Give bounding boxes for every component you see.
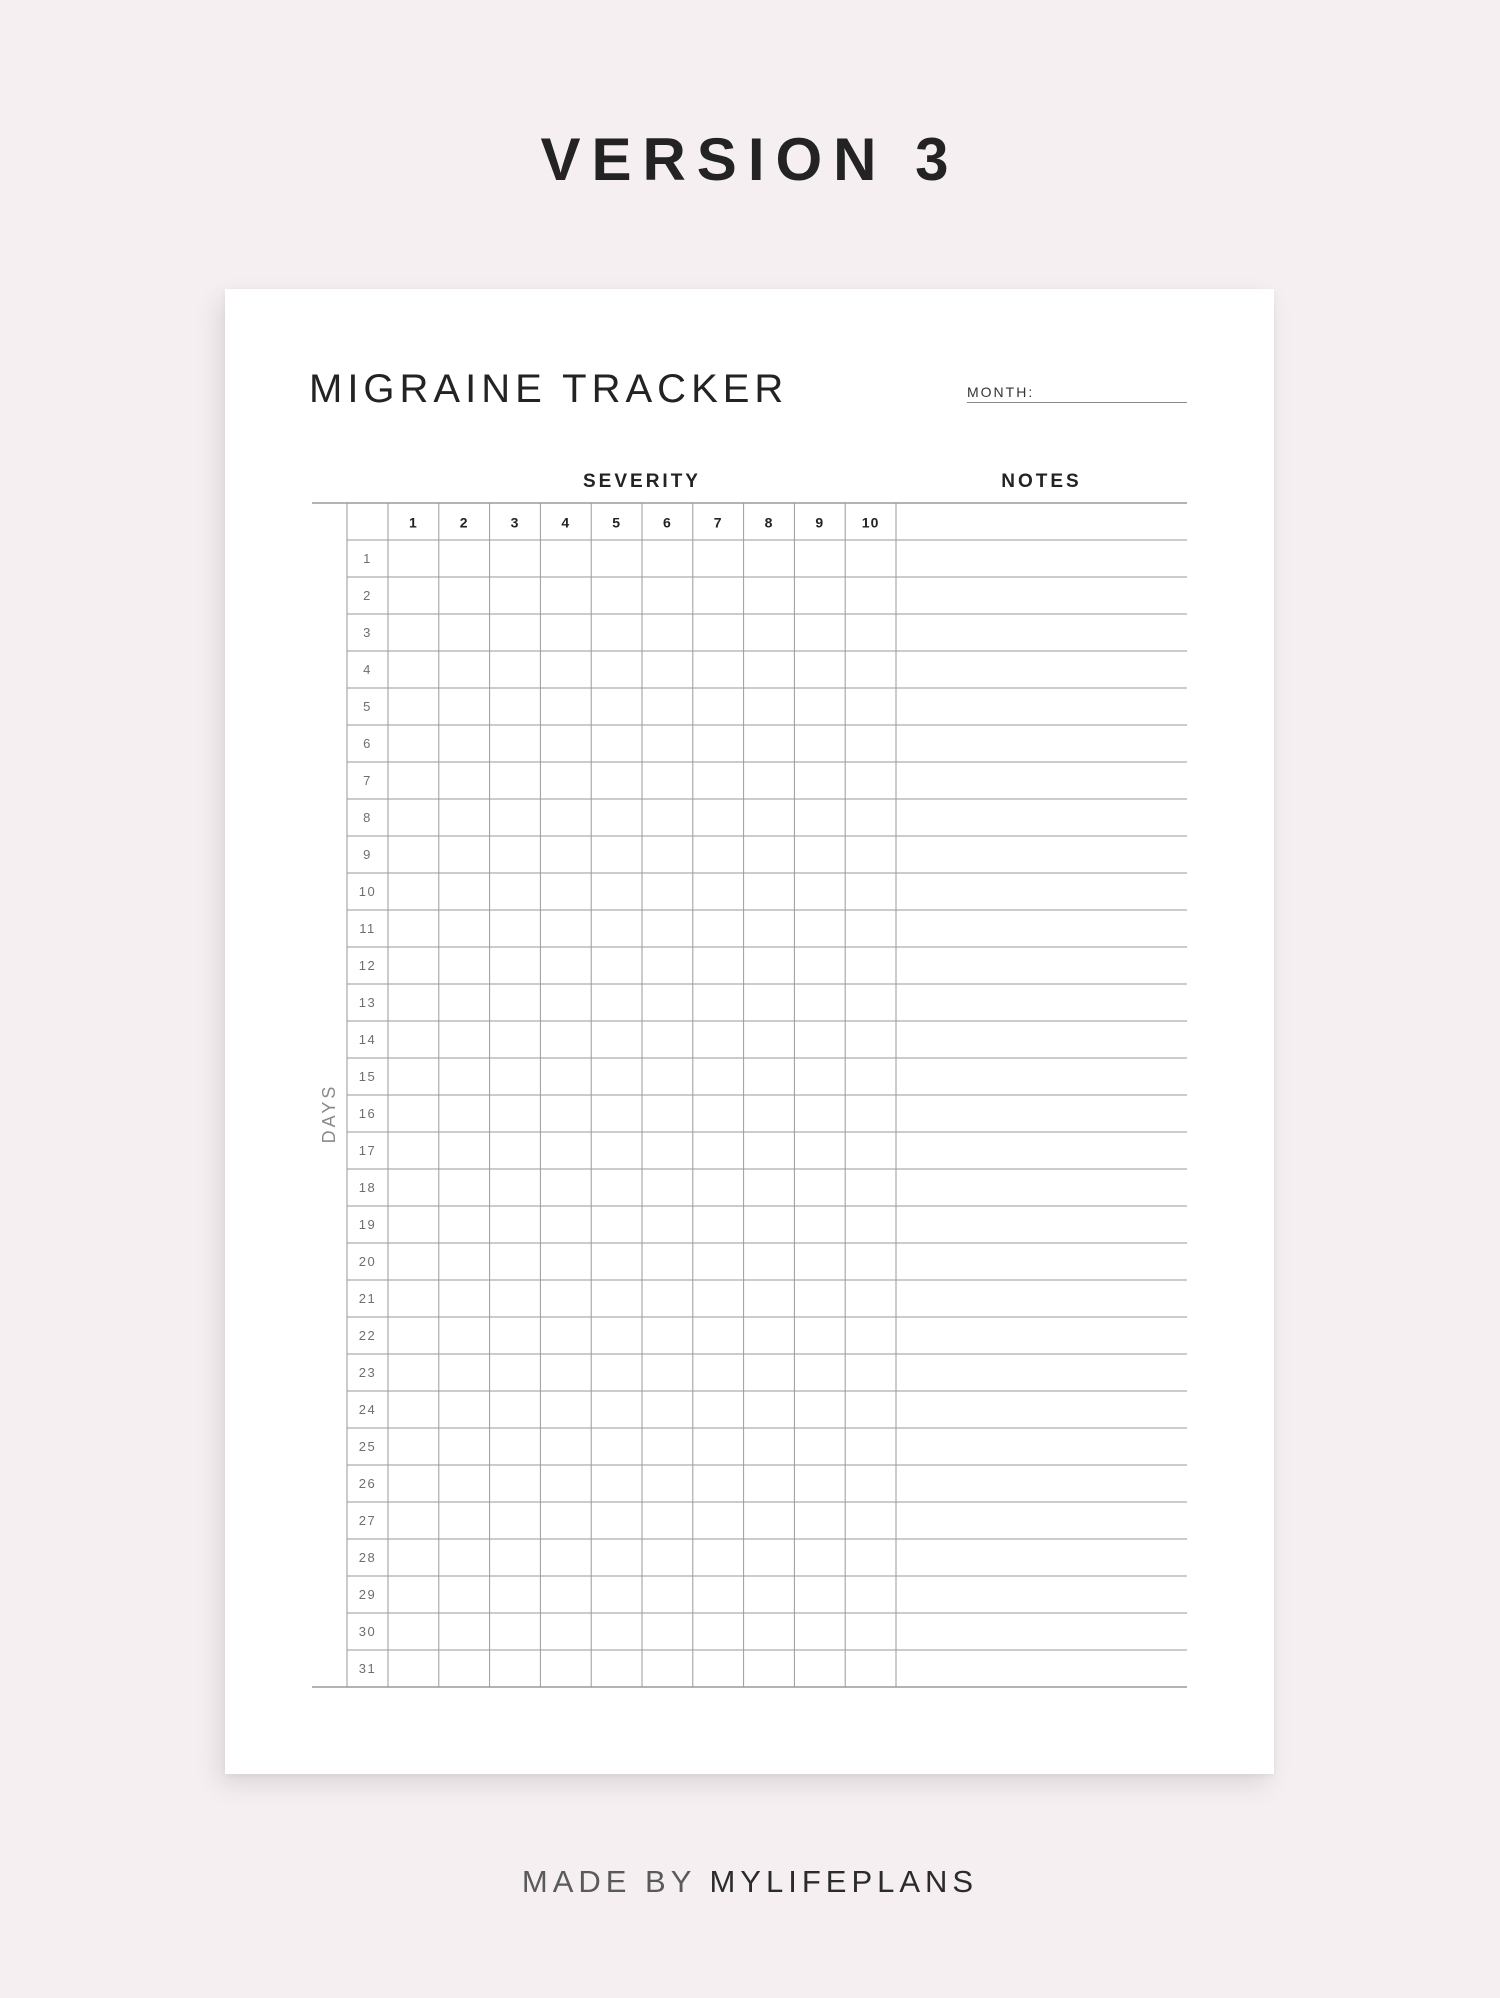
tracker-grid: [225, 289, 1274, 1774]
version-title: VERSION 3: [540, 126, 960, 193]
severity-column-label: 4: [561, 514, 571, 531]
day-row-label: 24: [358, 1402, 377, 1417]
day-row-label: 11: [359, 921, 376, 936]
day-row-label: 10: [358, 884, 377, 899]
notes-heading: NOTES: [1001, 471, 1082, 492]
tracker-sheet: [225, 289, 1274, 1774]
day-row-label: 20: [358, 1254, 377, 1269]
day-row-label: 27: [358, 1513, 377, 1528]
day-row-label: 19: [358, 1217, 377, 1232]
day-row-label: 13: [358, 995, 377, 1010]
day-row-label: 4: [363, 662, 372, 677]
severity-column-label: 2: [459, 514, 469, 531]
day-row-label: 31: [358, 1661, 377, 1676]
day-row-label: 14: [358, 1032, 377, 1047]
day-row-label: 26: [358, 1476, 377, 1491]
day-row-label: 2: [363, 588, 372, 603]
day-row-label: 25: [358, 1439, 377, 1454]
day-row-label: 29: [358, 1587, 377, 1602]
day-row-label: 5: [363, 699, 372, 714]
severity-heading: SEVERITY: [583, 471, 701, 492]
day-row-label: 17: [358, 1143, 377, 1158]
day-row-label: 15: [358, 1069, 377, 1084]
day-row-label: 3: [363, 625, 372, 640]
day-row-label: 6: [363, 736, 372, 751]
day-row-label: 18: [358, 1180, 377, 1195]
severity-column-label: 9: [815, 514, 825, 531]
footer-credit: [0, 1862, 1500, 1902]
day-row-label: 30: [358, 1624, 377, 1639]
day-row-label: 16: [358, 1106, 377, 1121]
day-row-label: 8: [363, 810, 372, 825]
severity-column-label: 1: [409, 514, 418, 531]
day-row-label: 23: [358, 1365, 377, 1380]
day-row-label: 9: [363, 847, 372, 862]
severity-column-label: 3: [510, 514, 520, 531]
day-row-label: 12: [358, 958, 377, 973]
severity-column-label: 6: [663, 514, 672, 531]
month-label: MONTH:: [967, 384, 1035, 400]
tracker-title: MIGRAINE TRACKER: [309, 367, 789, 411]
day-row-label: 22: [358, 1328, 377, 1343]
severity-column-label: 5: [612, 514, 621, 531]
day-row-label: 7: [363, 773, 372, 788]
days-axis-label: DAYS: [319, 1083, 339, 1144]
footer-brand: MYLIFEPLANS: [709, 1864, 979, 1899]
day-row-label: 21: [358, 1291, 377, 1306]
severity-column-label: 10: [861, 514, 880, 531]
severity-column-label: 7: [713, 514, 723, 531]
day-row-label: 1: [363, 551, 372, 566]
footer-made-by: MADE BY: [521, 1864, 696, 1899]
day-row-label: 28: [358, 1550, 377, 1565]
severity-column-label: 8: [764, 514, 774, 531]
